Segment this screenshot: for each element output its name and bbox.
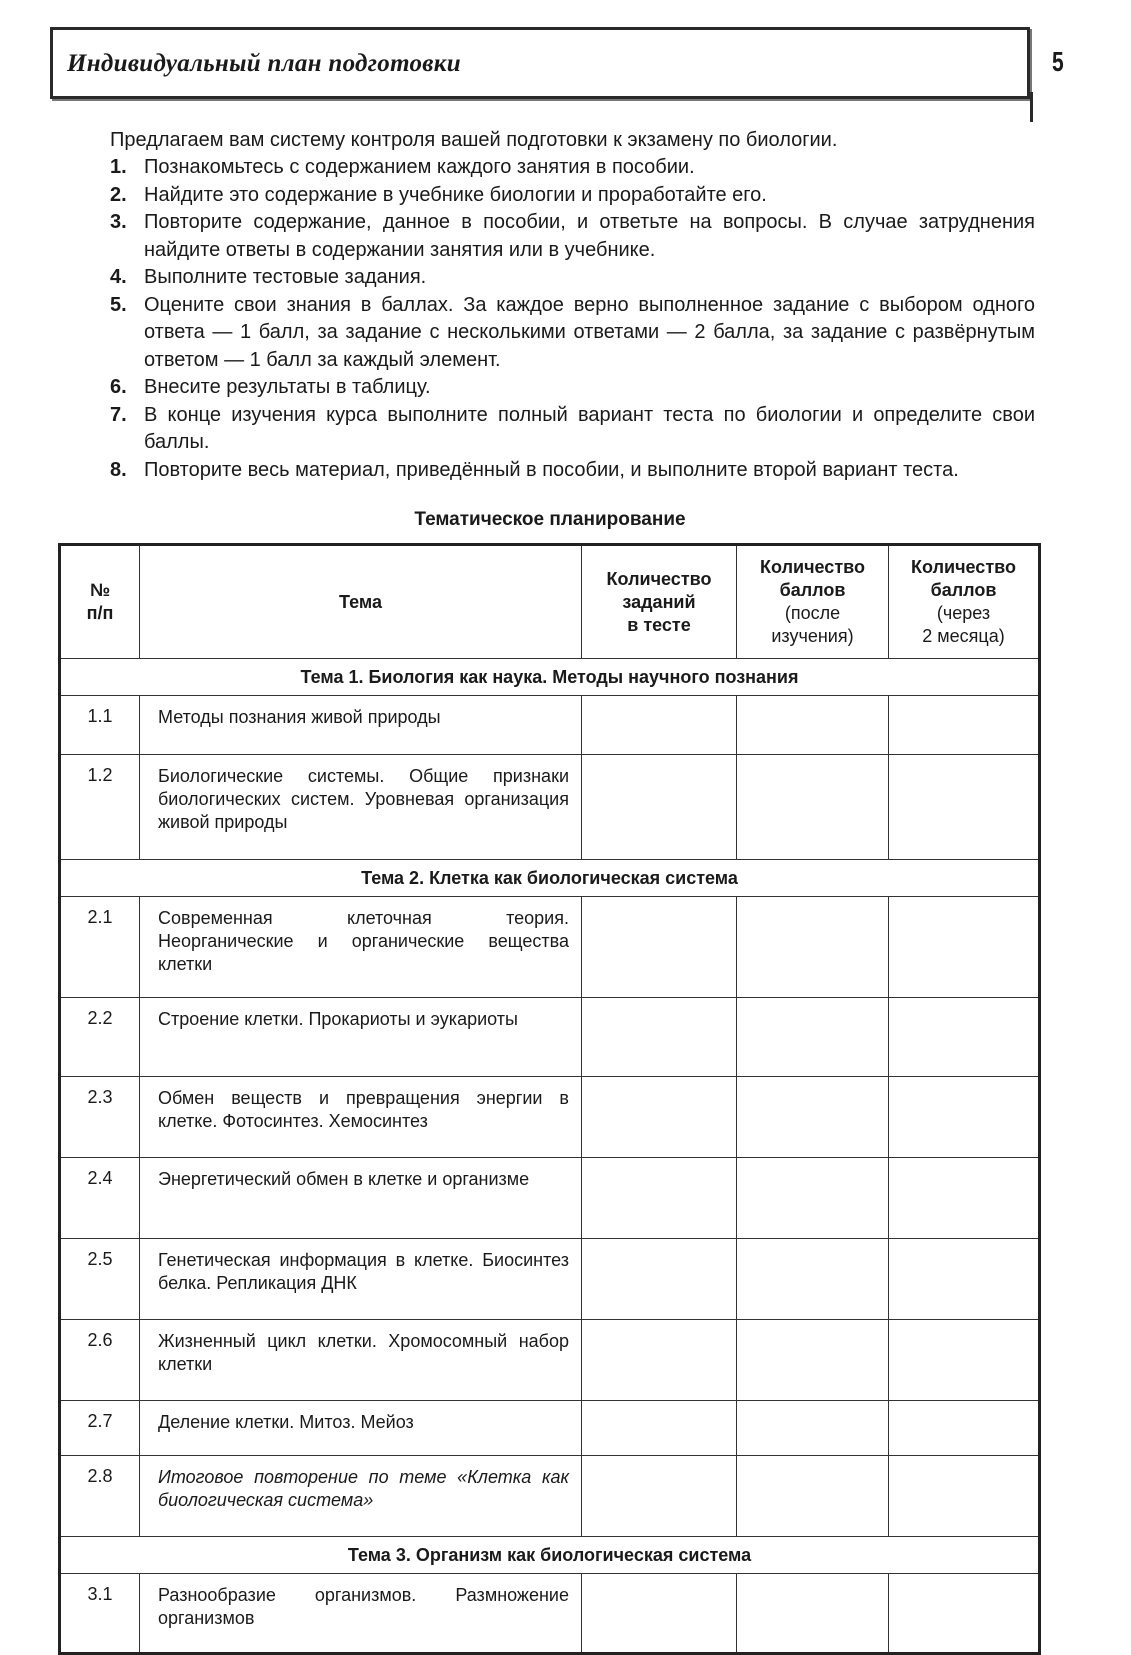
table-row xyxy=(60,755,1040,860)
step-number: 4. xyxy=(110,266,127,288)
step-text: Выполните тестовые задания. xyxy=(144,266,427,288)
row-number: 2.8 xyxy=(60,1456,140,1537)
intro-paragraph: Предлагаем вам систему контроля вашей подготовки к экзамену по биологии. xyxy=(110,129,838,151)
header-tasks xyxy=(582,545,737,659)
row-number: 2.5 xyxy=(60,1239,140,1320)
section-title: Тема 3. Организм как биологическая система xyxy=(60,1537,1040,1574)
header-topic-label: Тема xyxy=(339,591,382,612)
tasks-cell[interactable] xyxy=(582,696,737,755)
table-row xyxy=(60,1239,1040,1320)
table-row xyxy=(60,696,1040,755)
planning-table xyxy=(58,543,1041,1655)
step-text: Внесите результаты в таблицу. xyxy=(144,376,431,398)
tasks-cell[interactable] xyxy=(582,1158,737,1239)
table-row xyxy=(60,1574,1040,1654)
points-2months-cell[interactable] xyxy=(889,1456,1040,1537)
table-row xyxy=(60,1077,1040,1158)
step-text: Оцените свои знания в баллах. За каждое верно выполненное задание с выбором одного ответа — 1 балл, за задание с несколькими ответами — 2 балла, за задание с развёрнутым ответом — 1 балл за каждый элемент. xyxy=(144,293,1035,371)
row-topic: Методы познания живой природы xyxy=(140,696,582,755)
step-number: 6. xyxy=(110,376,127,398)
row-topic: Обмен веществ и превращения энергии в клетке. Фотосинтез. Хемосинтез xyxy=(140,1077,582,1158)
step-item xyxy=(110,402,1035,457)
points-after-cell[interactable] xyxy=(737,1077,889,1158)
table-row xyxy=(60,1158,1040,1239)
points-after-cell[interactable] xyxy=(737,897,889,998)
points-2months-cell[interactable] xyxy=(889,1320,1040,1401)
header-points-2months-light: (через 2 месяца) xyxy=(922,603,1005,646)
tasks-cell[interactable] xyxy=(582,755,737,860)
header-num xyxy=(60,545,140,659)
points-after-cell[interactable] xyxy=(737,1239,889,1320)
row-topic: Строение клетки. Прокариоты и эукариоты xyxy=(140,998,582,1077)
tasks-cell[interactable] xyxy=(582,1077,737,1158)
header-points-after xyxy=(737,545,889,659)
row-number: 2.6 xyxy=(60,1320,140,1401)
points-2months-cell[interactable] xyxy=(889,1077,1040,1158)
table-row xyxy=(60,998,1040,1077)
section-title: Тема 2. Клетка как биологическая система xyxy=(60,860,1040,897)
row-number: 2.4 xyxy=(60,1158,140,1239)
section-row xyxy=(60,860,1040,897)
row-topic: Разнообразие организмов. Размножение организмов xyxy=(140,1574,582,1654)
step-text: Повторите содержание, данное в пособии, и ответьте на вопросы. В случае затруднения найдите ответы в содержании занятия или в учебнике. xyxy=(144,211,1035,261)
step-text: Познакомьтесь с содержанием каждого занятия в пособии. xyxy=(144,156,695,178)
step-item xyxy=(110,457,1035,485)
step-number: 7. xyxy=(110,403,127,426)
table-row xyxy=(60,1456,1040,1537)
step-number: 2. xyxy=(110,183,127,206)
row-number: 3.1 xyxy=(60,1574,140,1654)
row-topic: Биологические системы. Общие признаки биологических систем. Уровневая организация живой природы xyxy=(140,755,582,860)
step-text: В конце изучения курса выполните полный вариант теста по биологии и определите свои баллы. xyxy=(144,403,1035,453)
step-item xyxy=(110,182,1035,210)
row-topic: Жизненный цикл клетки. Хромосомный набор клетки xyxy=(140,1320,582,1401)
points-2months-cell[interactable] xyxy=(889,696,1040,755)
tasks-cell[interactable] xyxy=(582,998,737,1077)
tasks-cell[interactable] xyxy=(582,897,737,998)
points-2months-cell[interactable] xyxy=(889,1574,1040,1654)
header-topic xyxy=(140,545,582,659)
header-tasks-label: Количество заданий в тесте xyxy=(606,568,712,635)
header-points-after-light: (после изучения) xyxy=(771,603,854,646)
row-number: 2.7 xyxy=(60,1401,140,1456)
header-num-label: № п/п xyxy=(86,580,114,623)
step-number: 8. xyxy=(110,458,127,481)
table-row xyxy=(60,1320,1040,1401)
step-text: Найдите это содержание в учебнике биологии и проработайте его. xyxy=(144,183,767,206)
row-topic: Итоговое повторение по теме «Клетка как биологическая система» xyxy=(140,1456,582,1537)
step-number: 1. xyxy=(110,156,127,178)
row-number: 2.2 xyxy=(60,998,140,1077)
table-caption: Тематическое планирование xyxy=(414,509,686,530)
row-number: 1.2 xyxy=(60,755,140,860)
step-item xyxy=(110,374,1035,402)
step-number: 3. xyxy=(110,211,127,233)
points-after-cell[interactable] xyxy=(737,696,889,755)
points-2months-cell[interactable] xyxy=(889,998,1040,1077)
header-points-2months-bold: Количество баллов xyxy=(911,557,1016,600)
step-item xyxy=(110,264,1035,292)
section-row xyxy=(60,1537,1040,1574)
table-header-row xyxy=(60,545,1040,659)
step-text: Повторите весь материал, приведённый в пособии, и выполните второй вариант теста. xyxy=(144,458,959,481)
chapter-header xyxy=(50,27,1030,99)
points-2months-cell[interactable] xyxy=(889,755,1040,860)
row-topic: Генетическая информация в клетке. Биосинтез белка. Репликация ДНК xyxy=(140,1239,582,1320)
points-after-cell[interactable] xyxy=(737,1320,889,1401)
tasks-cell[interactable] xyxy=(582,1401,737,1456)
row-number: 1.1 xyxy=(60,696,140,755)
row-number: 2.1 xyxy=(60,897,140,998)
page-number: 5 xyxy=(1052,46,1064,77)
step-item xyxy=(110,154,1035,182)
row-topic: Современная клеточная теория. Неорганические и органические вещества клетки xyxy=(140,897,582,998)
section-title: Тема 1. Биология как наука. Методы научного познания xyxy=(60,659,1040,696)
row-number: 2.3 xyxy=(60,1077,140,1158)
points-after-cell[interactable] xyxy=(737,1574,889,1654)
chapter-title: Индивидуальный план подготовки xyxy=(67,50,461,77)
row-topic: Деление клетки. Митоз. Мейоз xyxy=(140,1401,582,1456)
tasks-cell[interactable] xyxy=(582,1574,737,1654)
step-item xyxy=(110,209,1035,264)
points-2months-cell[interactable] xyxy=(889,1239,1040,1320)
table-row xyxy=(60,1401,1040,1456)
tasks-cell[interactable] xyxy=(582,1320,737,1401)
header-points-2months xyxy=(889,545,1040,659)
section-row xyxy=(60,659,1040,696)
table-row xyxy=(60,897,1040,998)
step-item xyxy=(110,292,1035,375)
header-rule xyxy=(1030,92,1033,122)
step-number: 5. xyxy=(110,293,127,316)
points-2months-cell[interactable] xyxy=(889,1158,1040,1239)
points-2months-cell[interactable] xyxy=(889,1401,1040,1456)
points-after-cell[interactable] xyxy=(737,755,889,860)
tasks-cell[interactable] xyxy=(582,1456,737,1537)
header-points-after-bold: Количество баллов xyxy=(760,557,865,600)
points-2months-cell[interactable] xyxy=(889,897,1040,998)
steps-list xyxy=(110,154,1035,484)
points-after-cell[interactable] xyxy=(737,998,889,1077)
points-after-cell[interactable] xyxy=(737,1456,889,1537)
row-topic: Энергетический обмен в клетке и организме xyxy=(140,1158,582,1239)
points-after-cell[interactable] xyxy=(737,1158,889,1239)
tasks-cell[interactable] xyxy=(582,1239,737,1320)
points-after-cell[interactable] xyxy=(737,1401,889,1456)
